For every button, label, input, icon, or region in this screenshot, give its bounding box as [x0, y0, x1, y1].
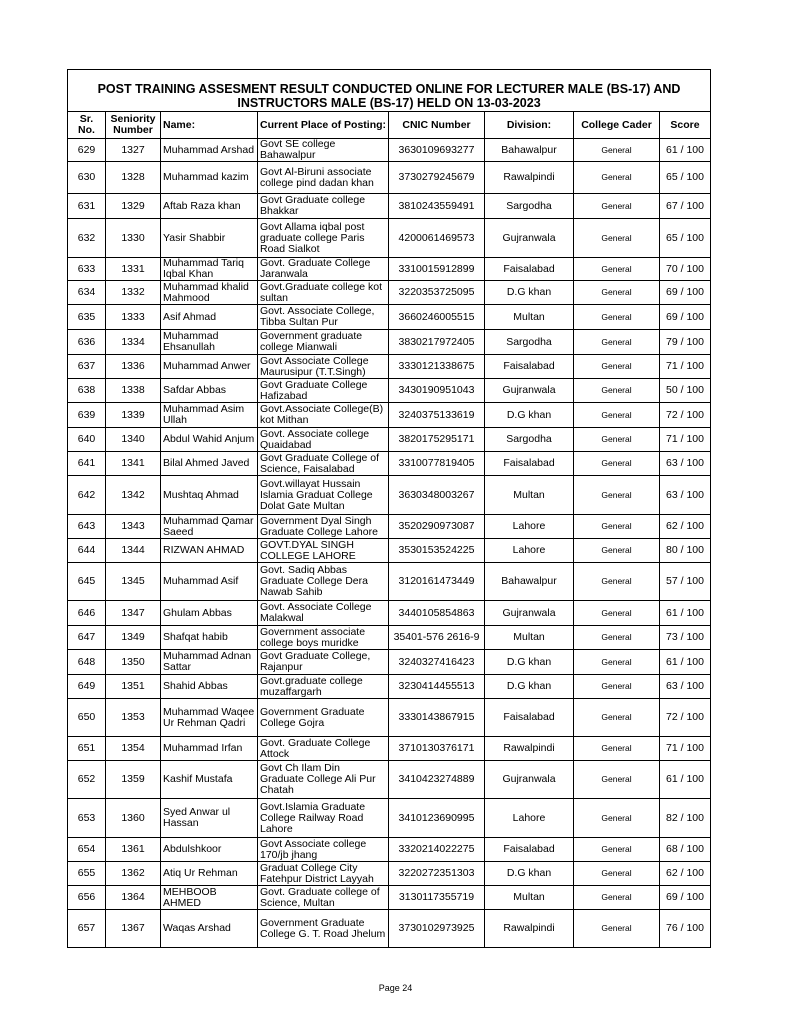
- cell-score: 79 / 100: [660, 330, 711, 355]
- cell-seniority: 1341: [106, 452, 161, 476]
- cell-division: D.G khan: [485, 650, 574, 675]
- cell-seniority: 1362: [106, 862, 161, 886]
- results-table: [67, 69, 711, 948]
- cell-posting: Govt. Associate College Malakwal: [258, 601, 389, 626]
- cell-college-cadre: General: [574, 563, 660, 601]
- cell-score: 63 / 100: [660, 675, 711, 699]
- cell-division: Multan: [485, 626, 574, 650]
- cell-division: Faisalabad: [485, 355, 574, 379]
- table-row: [68, 838, 711, 862]
- cell-sr-no: 647: [68, 626, 106, 650]
- header-division: Division:: [485, 112, 574, 139]
- cell-posting: Govt Ch Ilam Din Graduate College Ali Pur Chatah: [258, 761, 389, 799]
- cell-posting: Govt Graduate College, Rajanpur: [258, 650, 389, 675]
- cell-name: Muhammad Asim Ullah: [161, 403, 258, 428]
- cell-sr-no: 648: [68, 650, 106, 675]
- cell-posting: Govt Graduate College of Science, Faisalabad: [258, 452, 389, 476]
- table-row: [68, 428, 711, 452]
- cell-name: Muhammad Tariq Iqbal Khan: [161, 258, 258, 281]
- cell-sr-no: 638: [68, 379, 106, 403]
- header-posting: Current Place of Posting:: [258, 112, 389, 139]
- cell-name: Safdar Abbas: [161, 379, 258, 403]
- cell-seniority: 1343: [106, 515, 161, 539]
- cell-sr-no: 643: [68, 515, 106, 539]
- table-row: [68, 355, 711, 379]
- cell-division: Sargodha: [485, 330, 574, 355]
- cell-college-cadre: General: [574, 838, 660, 862]
- cell-score: 61 / 100: [660, 650, 711, 675]
- cell-posting: Govt. Graduate College Jaranwala: [258, 258, 389, 281]
- cell-cnic: 3430190951043: [389, 379, 485, 403]
- cell-score: 70 / 100: [660, 258, 711, 281]
- cell-division: Multan: [485, 886, 574, 910]
- cell-cnic: 3230414455513: [389, 675, 485, 699]
- cell-division: Lahore: [485, 799, 574, 838]
- cell-seniority: 1354: [106, 737, 161, 761]
- cell-division: Bahawalpur: [485, 139, 574, 162]
- cell-score: 69 / 100: [660, 281, 711, 305]
- cell-score: 65 / 100: [660, 162, 711, 194]
- cell-college-cadre: General: [574, 330, 660, 355]
- cell-name: Atiq Ur Rehman: [161, 862, 258, 886]
- cell-name: Muhammad Adnan Sattar: [161, 650, 258, 675]
- cell-name: Muhammad Arshad: [161, 139, 258, 162]
- cell-division: D.G khan: [485, 862, 574, 886]
- cell-name: Muhammad khalid Mahmood: [161, 281, 258, 305]
- table-row: [68, 194, 711, 219]
- cell-cnic: 3220272351303: [389, 862, 485, 886]
- cell-score: 57 / 100: [660, 563, 711, 601]
- cell-seniority: 1345: [106, 563, 161, 601]
- cell-sr-no: 654: [68, 838, 106, 862]
- cell-cnic: 3630109693277: [389, 139, 485, 162]
- table-row: [68, 162, 711, 194]
- table-row: [68, 258, 711, 281]
- cell-name: Abdul Wahid Anjum: [161, 428, 258, 452]
- cell-score: 68 / 100: [660, 838, 711, 862]
- cell-college-cadre: General: [574, 601, 660, 626]
- cell-division: Rawalpindi: [485, 162, 574, 194]
- header-sr-no: Sr. No.: [68, 112, 106, 139]
- cell-seniority: 1349: [106, 626, 161, 650]
- cell-posting: Graduat College City Fatehpur District Layyah: [258, 862, 389, 886]
- cell-sr-no: 646: [68, 601, 106, 626]
- cell-college-cadre: General: [574, 737, 660, 761]
- cell-cnic: 3240375133619: [389, 403, 485, 428]
- cell-posting: Govt Graduate college Bhakkar: [258, 194, 389, 219]
- cell-score: 71 / 100: [660, 737, 711, 761]
- cell-seniority: 1367: [106, 910, 161, 948]
- cell-sr-no: 649: [68, 675, 106, 699]
- cell-sr-no: 657: [68, 910, 106, 948]
- cell-name: Yasir Shabbir: [161, 219, 258, 258]
- cell-seniority: 1333: [106, 305, 161, 330]
- cell-cnic: 3530153524225: [389, 539, 485, 563]
- cell-name: Muhammad Asif: [161, 563, 258, 601]
- cell-cnic: 3320214022275: [389, 838, 485, 862]
- table-row: [68, 476, 711, 515]
- cell-division: Rawalpindi: [485, 910, 574, 948]
- cell-college-cadre: General: [574, 699, 660, 737]
- cell-division: Multan: [485, 305, 574, 330]
- cell-college-cadre: General: [574, 162, 660, 194]
- cell-sr-no: 656: [68, 886, 106, 910]
- cell-college-cadre: General: [574, 910, 660, 948]
- cell-seniority: 1351: [106, 675, 161, 699]
- cell-posting: Govt SE college Bahawalpur: [258, 139, 389, 162]
- cell-posting: Govt Allama iqbal post graduate college Paris Road Sialkot: [258, 219, 389, 258]
- cell-posting: Govt. Associate college Quaidabad: [258, 428, 389, 452]
- table-row: [68, 219, 711, 258]
- cell-division: Rawalpindi: [485, 737, 574, 761]
- cell-division: Multan: [485, 476, 574, 515]
- cell-division: Gujranwala: [485, 219, 574, 258]
- cell-name: Waqas Arshad: [161, 910, 258, 948]
- cell-name: Muhammad kazim: [161, 162, 258, 194]
- cell-college-cadre: General: [574, 799, 660, 838]
- cell-name: Syed Anwar ul Hassan: [161, 799, 258, 838]
- cell-cnic: 3730279245679: [389, 162, 485, 194]
- results-sheet: [67, 69, 710, 948]
- cell-posting: Government associate college boys muridke: [258, 626, 389, 650]
- cell-college-cadre: General: [574, 626, 660, 650]
- table-row: [68, 799, 711, 838]
- cell-sr-no: 640: [68, 428, 106, 452]
- table-row: [68, 379, 711, 403]
- cell-seniority: 1347: [106, 601, 161, 626]
- table-row: [68, 650, 711, 675]
- cell-posting: Govt. Sadiq Abbas Graduate College Dera Nawab Sahib: [258, 563, 389, 601]
- cell-college-cadre: General: [574, 258, 660, 281]
- cell-cnic: 35401-576 2616-9: [389, 626, 485, 650]
- cell-division: Lahore: [485, 515, 574, 539]
- cell-score: 71 / 100: [660, 355, 711, 379]
- cell-cnic: 3710130376171: [389, 737, 485, 761]
- cell-score: 67 / 100: [660, 194, 711, 219]
- cell-posting: Govt Graduate College Hafizabad: [258, 379, 389, 403]
- cell-cnic: 3810243559491: [389, 194, 485, 219]
- cell-score: 73 / 100: [660, 626, 711, 650]
- cell-name: RIZWAN AHMAD: [161, 539, 258, 563]
- cell-score: 69 / 100: [660, 305, 711, 330]
- cell-division: Faisalabad: [485, 838, 574, 862]
- cell-sr-no: 653: [68, 799, 106, 838]
- cell-name: Shahid Abbas: [161, 675, 258, 699]
- cell-name: Mushtaq Ahmad: [161, 476, 258, 515]
- cell-division: Lahore: [485, 539, 574, 563]
- cell-posting: Govt.graduate college muzaffargarh: [258, 675, 389, 699]
- cell-name: Aftab Raza khan: [161, 194, 258, 219]
- cell-posting: GOVT.DYAL SINGH COLLEGE LAHORE: [258, 539, 389, 563]
- cell-score: 62 / 100: [660, 862, 711, 886]
- table-row: [68, 305, 711, 330]
- cell-score: 65 / 100: [660, 219, 711, 258]
- cell-name: Muhammad Qamar Saeed: [161, 515, 258, 539]
- cell-sr-no: 644: [68, 539, 106, 563]
- cell-posting: Govt.Associate College(B) kot Mithan: [258, 403, 389, 428]
- cell-cnic: 3820175295171: [389, 428, 485, 452]
- cell-seniority: 1361: [106, 838, 161, 862]
- cell-seniority: 1340: [106, 428, 161, 452]
- cell-division: D.G khan: [485, 403, 574, 428]
- cell-seniority: 1332: [106, 281, 161, 305]
- cell-college-cadre: General: [574, 886, 660, 910]
- cell-seniority: 1359: [106, 761, 161, 799]
- cell-score: 71 / 100: [660, 428, 711, 452]
- cell-name: Asif Ahmad: [161, 305, 258, 330]
- cell-cnic: 3410123690995: [389, 799, 485, 838]
- cell-seniority: 1339: [106, 403, 161, 428]
- cell-score: 61 / 100: [660, 139, 711, 162]
- cell-cnic: 3330143867915: [389, 699, 485, 737]
- cell-sr-no: 630: [68, 162, 106, 194]
- cell-cnic: 3630348003267: [389, 476, 485, 515]
- cell-cnic: 3520290973087: [389, 515, 485, 539]
- table-row: [68, 601, 711, 626]
- cell-score: 72 / 100: [660, 403, 711, 428]
- cell-score: 82 / 100: [660, 799, 711, 838]
- cell-sr-no: 641: [68, 452, 106, 476]
- cell-name: Muhammad Ehsanullah: [161, 330, 258, 355]
- cell-posting: Govt. Associate College, Tibba Sultan Pur: [258, 305, 389, 330]
- cell-division: Sargodha: [485, 428, 574, 452]
- cell-sr-no: 639: [68, 403, 106, 428]
- cell-college-cadre: General: [574, 539, 660, 563]
- cell-name: Muhammad Irfan: [161, 737, 258, 761]
- cell-posting: Government Dyal Singh Graduate College Lahore: [258, 515, 389, 539]
- table-row: [68, 539, 711, 563]
- cell-sr-no: 655: [68, 862, 106, 886]
- cell-score: 63 / 100: [660, 476, 711, 515]
- title-line-1: POST TRAINING ASSESMENT RESULT CONDUCTED ONLINE FOR LECTURER MALE (BS-17) AND: [97, 82, 681, 96]
- cell-college-cadre: General: [574, 476, 660, 515]
- header-name: Name:: [161, 112, 258, 139]
- cell-seniority: 1328: [106, 162, 161, 194]
- cell-cnic: 3130117355719: [389, 886, 485, 910]
- cell-name: MEHBOOB AHMED: [161, 886, 258, 910]
- cell-sr-no: 642: [68, 476, 106, 515]
- cell-seniority: 1353: [106, 699, 161, 737]
- cell-college-cadre: General: [574, 650, 660, 675]
- header-score: Score: [660, 112, 711, 139]
- cell-seniority: 1334: [106, 330, 161, 355]
- cell-posting: Govt Al-Biruni associate college pind dadan khan: [258, 162, 389, 194]
- cell-division: D.G khan: [485, 281, 574, 305]
- cell-seniority: 1331: [106, 258, 161, 281]
- cell-name: Kashif Mustafa: [161, 761, 258, 799]
- cell-cnic: 3310077819405: [389, 452, 485, 476]
- cell-score: 61 / 100: [660, 601, 711, 626]
- cell-cnic: 4200061469573: [389, 219, 485, 258]
- cell-score: 62 / 100: [660, 515, 711, 539]
- table-row: [68, 330, 711, 355]
- cell-sr-no: 651: [68, 737, 106, 761]
- cell-seniority: 1330: [106, 219, 161, 258]
- cell-cnic: 3120161473449: [389, 563, 485, 601]
- cell-seniority: 1338: [106, 379, 161, 403]
- table-row: [68, 737, 711, 761]
- cell-sr-no: 635: [68, 305, 106, 330]
- cell-division: Sargodha: [485, 194, 574, 219]
- cell-seniority: 1350: [106, 650, 161, 675]
- cell-sr-no: 631: [68, 194, 106, 219]
- cell-college-cadre: General: [574, 379, 660, 403]
- cell-cnic: 3660246005515: [389, 305, 485, 330]
- cell-college-cadre: General: [574, 515, 660, 539]
- cell-sr-no: 629: [68, 139, 106, 162]
- cell-college-cadre: General: [574, 355, 660, 379]
- cell-college-cadre: General: [574, 761, 660, 799]
- cell-posting: Govt Associate College Maurusipur (T.T.Singh): [258, 355, 389, 379]
- cell-posting: Government graduate college Mianwali: [258, 330, 389, 355]
- cell-posting: Govt.Graduate college kot sultan: [258, 281, 389, 305]
- cell-posting: Government Graduate College Gojra: [258, 699, 389, 737]
- cell-sr-no: 634: [68, 281, 106, 305]
- page-number: Page 24: [378, 983, 413, 993]
- table-row: [68, 403, 711, 428]
- cell-sr-no: 650: [68, 699, 106, 737]
- cell-cnic: 3730102973925: [389, 910, 485, 948]
- cell-name: Abdulshkoor: [161, 838, 258, 862]
- table-row: [68, 699, 711, 737]
- cell-seniority: 1344: [106, 539, 161, 563]
- cell-seniority: 1327: [106, 139, 161, 162]
- header-college-cadre: College Cader: [574, 112, 660, 139]
- cell-division: Faisalabad: [485, 699, 574, 737]
- cell-cnic: 3240327416423: [389, 650, 485, 675]
- cell-division: Faisalabad: [485, 258, 574, 281]
- cell-division: Gujranwala: [485, 761, 574, 799]
- cell-score: 61 / 100: [660, 761, 711, 799]
- cell-posting: Govt. Graduate College Attock: [258, 737, 389, 761]
- table-row: [68, 139, 711, 162]
- cell-score: 69 / 100: [660, 886, 711, 910]
- cell-posting: Government Graduate College G. T. Road Jhelum: [258, 910, 389, 948]
- cell-sr-no: 633: [68, 258, 106, 281]
- cell-cnic: 3410423274889: [389, 761, 485, 799]
- table-body: [68, 139, 711, 948]
- cell-college-cadre: General: [574, 403, 660, 428]
- table-row: [68, 886, 711, 910]
- cell-score: 80 / 100: [660, 539, 711, 563]
- cell-division: Faisalabad: [485, 452, 574, 476]
- cell-college-cadre: General: [574, 862, 660, 886]
- cell-college-cadre: General: [574, 139, 660, 162]
- cell-sr-no: 645: [68, 563, 106, 601]
- table-row: [68, 563, 711, 601]
- cell-college-cadre: General: [574, 219, 660, 258]
- table-row: [68, 626, 711, 650]
- table-row: [68, 281, 711, 305]
- cell-college-cadre: General: [574, 305, 660, 330]
- cell-posting: Govt. Graduate college of Science, Multan: [258, 886, 389, 910]
- cell-score: 72 / 100: [660, 699, 711, 737]
- cell-division: Bahawalpur: [485, 563, 574, 601]
- cell-division: Gujranwala: [485, 601, 574, 626]
- table-row: [68, 452, 711, 476]
- cell-name: Muhammad Anwer: [161, 355, 258, 379]
- header-cnic: CNIC Number: [389, 112, 485, 139]
- cell-sr-no: 637: [68, 355, 106, 379]
- cell-seniority: 1342: [106, 476, 161, 515]
- cell-score: 63 / 100: [660, 452, 711, 476]
- cell-cnic: 3440105854863: [389, 601, 485, 626]
- title-line-2: INSTRUCTORS MALE (BS-17) HELD ON 13-03-2023: [237, 96, 541, 110]
- cell-sr-no: 652: [68, 761, 106, 799]
- table-header-row: [68, 112, 711, 139]
- cell-college-cadre: General: [574, 452, 660, 476]
- cell-sr-no: 636: [68, 330, 106, 355]
- cell-cnic: 3220353725095: [389, 281, 485, 305]
- cell-cnic: 3330121338675: [389, 355, 485, 379]
- cell-division: D.G khan: [485, 675, 574, 699]
- cell-cnic: 3310015912899: [389, 258, 485, 281]
- cell-seniority: 1364: [106, 886, 161, 910]
- page-title: [68, 70, 711, 112]
- cell-posting: Govt.Islamia Graduate College Railway Road Lahore: [258, 799, 389, 838]
- cell-seniority: 1336: [106, 355, 161, 379]
- table-row: [68, 761, 711, 799]
- cell-name: Bilal Ahmed Javed: [161, 452, 258, 476]
- cell-seniority: 1360: [106, 799, 161, 838]
- header-seniority: Seniority Number: [106, 112, 161, 139]
- table-row: [68, 910, 711, 948]
- cell-college-cadre: General: [574, 428, 660, 452]
- cell-sr-no: 632: [68, 219, 106, 258]
- cell-college-cadre: General: [574, 281, 660, 305]
- cell-posting: Govt.willayat Hussain Islamia Graduat College Dolat Gate Multan: [258, 476, 389, 515]
- cell-cnic: 3830217972405: [389, 330, 485, 355]
- cell-seniority: 1329: [106, 194, 161, 219]
- cell-score: 76 / 100: [660, 910, 711, 948]
- cell-college-cadre: General: [574, 194, 660, 219]
- table-row: [68, 675, 711, 699]
- cell-name: Muhammad Waqee Ur Rehman Qadri: [161, 699, 258, 737]
- cell-name: Ghulam Abbas: [161, 601, 258, 626]
- cell-college-cadre: General: [574, 675, 660, 699]
- table-row: [68, 862, 711, 886]
- cell-name: Shafqat habib: [161, 626, 258, 650]
- cell-division: Gujranwala: [485, 379, 574, 403]
- cell-score: 50 / 100: [660, 379, 711, 403]
- cell-posting: Govt Associate college 170/jb jhang: [258, 838, 389, 862]
- table-row: [68, 515, 711, 539]
